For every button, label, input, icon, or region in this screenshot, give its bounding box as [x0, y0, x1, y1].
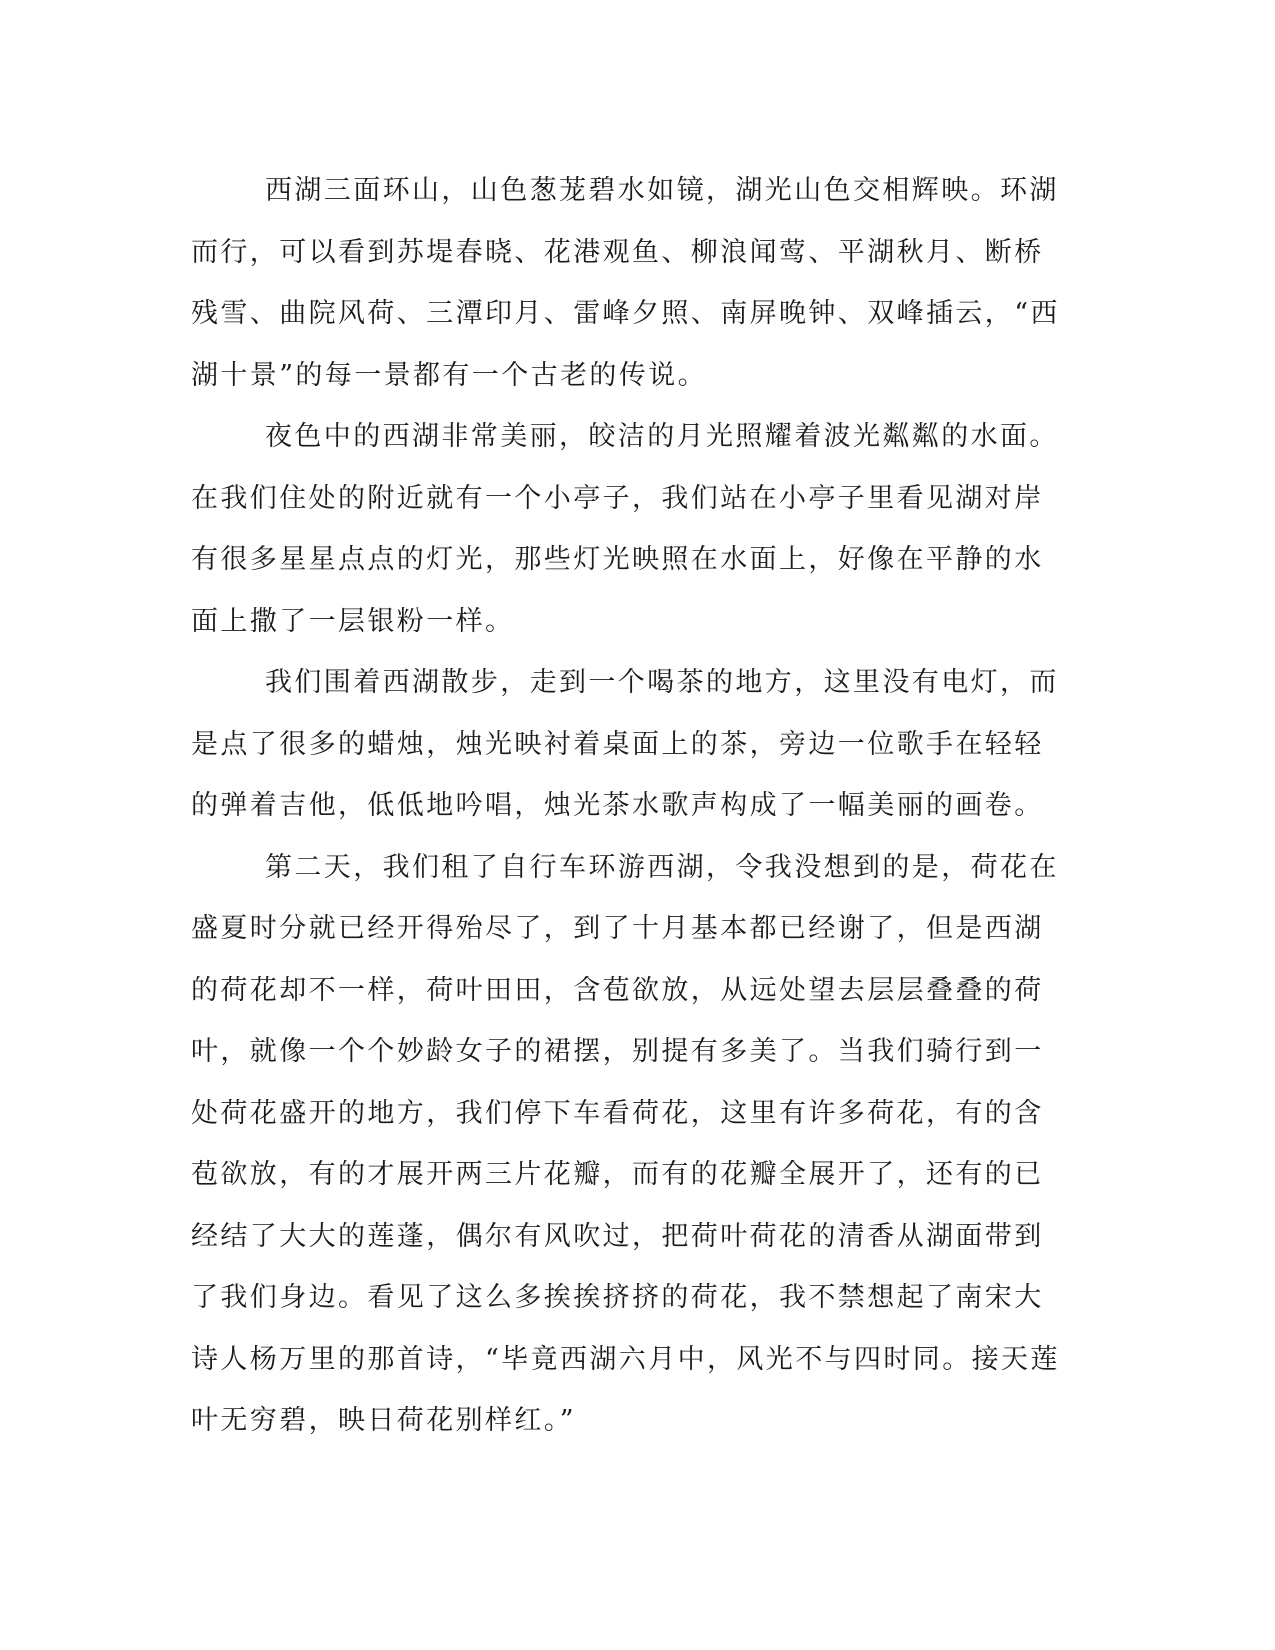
paragraph-1: 西湖三面环山，山色葱茏碧水如镜，湖光山色交相辉映。环湖而行，可以看到苏堤春晓、花港观鱼、柳浪闻莺、平湖秋月、断桥残雪、曲院风荷、三潭印月、雷峰夕照、南屏晚钟、双峰插云，“西湖十景”的每一景都有一个古老的传说。 — [191, 175, 1060, 391]
paragraph-2: 夜色中的西湖非常美丽，皎洁的月光照耀着波光粼粼的水面。在我们住处的附近就有一个小亭子，我们站在小亭子里看见湖对岸有很多星星点点的灯光，那些灯光映照在水面上，好像在平静的水面上撒了一层银粉一样。 — [191, 421, 1059, 637]
body-text — [191, 160, 1071, 1452]
paragraph-3: 我们围着西湖散步，走到一个喝茶的地方，这里没有电灯，而是点了很多的蜡烛，烛光映衬着桌面上的茶，旁边一位歌手在轻轻的弹着吉他，低低地吟唱，烛光茶水歌声构成了一幅美丽的画卷。 — [191, 667, 1059, 821]
paragraph-4: 第二天，我们租了自行车环游西湖，令我没想到的是，荷花在盛夏时分就已经开得殆尽了，到了十月基本都已经谢了，但是西湖的荷花却不一样，荷叶田田，含苞欲放，从远处望去层层叠叠的荷叶，就像一个个妙龄女子的裙摆，别提有多美了。当我们骑行到一处荷花盛开的地方，我们停下车看荷花，这里有许多荷花，有的含苞欲放，有的才展开两三片花瓣，而有的花瓣全展开了，还有的已经结了大大的莲蓬，偶尔有风吹过，把荷叶荷花的清香从湖面带到了我们身边。看见了这么多挨挨挤挤的荷花，我不禁想起了南宋大诗人杨万里的那首诗，“毕竟西湖六月中，风光不与四时同。接天莲叶无穷碧，映日荷花别样红。” — [191, 851, 1060, 1436]
